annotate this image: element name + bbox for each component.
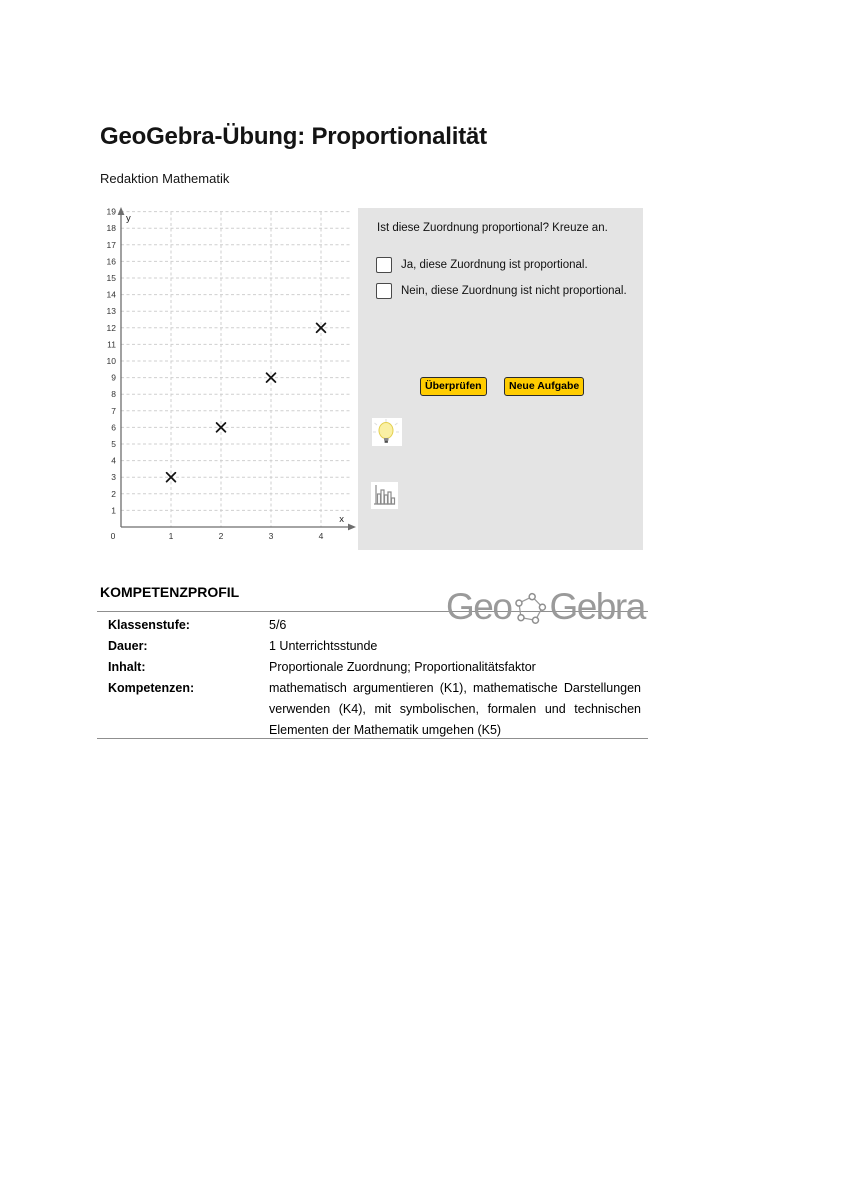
svg-text:8: 8 [111, 389, 116, 400]
row-value: 1 Unterrichtsstunde [269, 639, 378, 653]
svg-text:9: 9 [111, 372, 116, 383]
svg-text:y: y [126, 213, 131, 224]
graph-area [100, 206, 358, 550]
row-label: Inhalt: [108, 660, 146, 674]
row-label: Kompetenzen: [108, 681, 195, 695]
checkbox-nein[interactable] [376, 283, 392, 299]
option-nein-label: Nein, diese Zuordnung ist nicht proportional. [401, 285, 627, 297]
svg-text:0: 0 [110, 531, 116, 541]
hint-button[interactable] [372, 418, 402, 446]
new-task-button[interactable]: Neue Aufgabe [504, 377, 584, 396]
geogebra-pentagon-icon [512, 589, 548, 627]
svg-text:14: 14 [106, 289, 116, 300]
table-row [108, 678, 641, 741]
option-nein [376, 283, 627, 299]
row-value: Proportionale Zuordnung; Proportionalitätsfaktor [269, 660, 536, 674]
kompetenzprofil-heading: KOMPETENZPROFIL [100, 584, 240, 600]
checkbox-ja[interactable] [376, 257, 392, 273]
svg-text:2: 2 [111, 488, 116, 499]
svg-text:1: 1 [111, 505, 116, 516]
option-ja [376, 257, 588, 273]
geogebra-logo [446, 585, 645, 629]
geogebra-logo-text-left: Geo [446, 586, 512, 627]
row-label: Klassenstufe: [108, 618, 190, 632]
row-label: Dauer: [108, 639, 148, 653]
task-panel [358, 208, 643, 550]
row-value: mathematisch argumentieren (K1), mathematische Darstellungen verwenden (K4), mit symbolischen, formalen und technischen Elementen der Mathematik umgehen (K5) [269, 681, 641, 737]
table-row [108, 636, 641, 657]
svg-text:4: 4 [111, 455, 116, 466]
row-value: 5/6 [269, 618, 287, 632]
geogebra-logo-text-right: Gebra [549, 586, 645, 627]
svg-text:15: 15 [106, 273, 116, 283]
svg-text:2: 2 [218, 531, 224, 541]
svg-text:18: 18 [106, 223, 116, 234]
svg-text:x: x [339, 514, 344, 525]
svg-text:6: 6 [111, 422, 116, 433]
svg-text:19: 19 [106, 206, 116, 217]
option-ja-label: Ja, diese Zuordnung ist proportional. [401, 259, 588, 271]
statistics-button[interactable] [371, 482, 398, 509]
svg-text:1: 1 [168, 531, 174, 541]
svg-text:4: 4 [318, 531, 324, 541]
svg-text:5: 5 [111, 439, 116, 449]
author-line: Redaktion Mathematik [100, 171, 230, 186]
kompetenzprofil-table [108, 615, 641, 741]
svg-text:11: 11 [107, 339, 116, 350]
geogebra-applet [100, 206, 643, 550]
svg-text:7: 7 [111, 405, 116, 416]
check-button[interactable]: Überprüfen [420, 377, 487, 396]
svg-text:17: 17 [106, 239, 116, 250]
svg-text:3: 3 [268, 531, 274, 541]
svg-text:12: 12 [106, 322, 116, 333]
page-title: GeoGebra-Übung: Proportionalität [100, 123, 487, 150]
lightbulb-icon [372, 418, 402, 446]
svg-text:3: 3 [111, 472, 116, 483]
table-row [108, 657, 641, 678]
proportionality-scatter-plot [100, 206, 362, 550]
svg-text:13: 13 [106, 306, 116, 317]
svg-text:16: 16 [106, 256, 116, 267]
question-text: Ist diese Zuordnung proportional? Kreuze an. [377, 222, 608, 234]
bar-chart-icon [371, 482, 398, 509]
svg-text:10: 10 [106, 356, 116, 366]
